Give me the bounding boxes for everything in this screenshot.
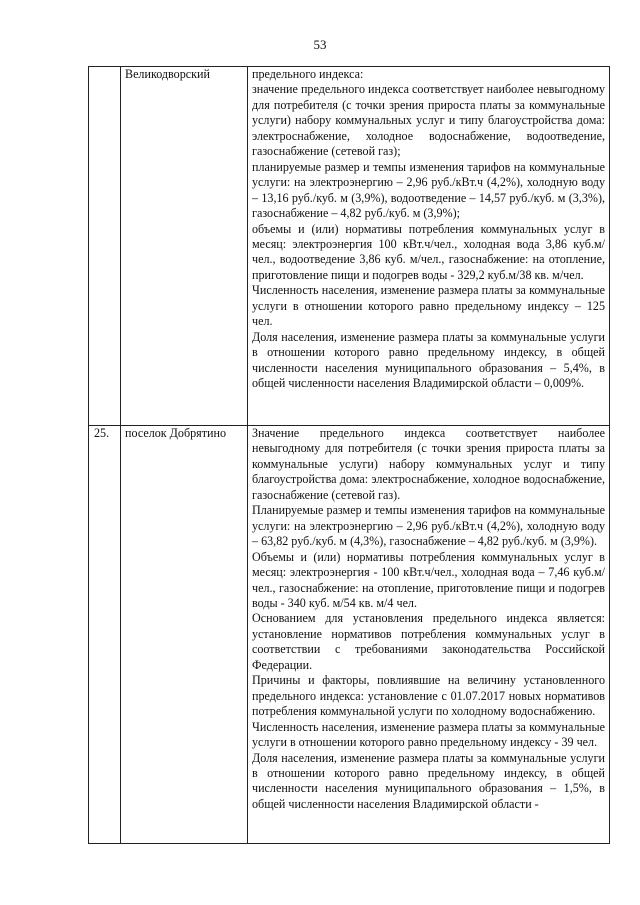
table-row bbox=[89, 67, 610, 426]
page-number: 53 bbox=[313, 37, 327, 52]
paragraph: планируемые размер и темпы изменения тарифов на коммунальные услуги: на электроэнергию – 2,96 руб./кВт.ч (4,2%), холодную воду – 13,16 руб./куб. м (3,9%), водоотведение – 14,57 руб./куб. м (3,3%), газоснабжение – 4,82 руб./куб. м (3,9%); bbox=[252, 159, 605, 221]
paragraph: Основанием для установления предельного индекса является: установление нормативов потребления коммунальных услуг в соответствии с требованиями законодательства Российской Федерации. bbox=[252, 611, 605, 672]
municipality-name: Великодворский bbox=[121, 67, 248, 426]
paragraph: Численность населения, изменение размера платы за коммунальные услуги в отношении которого равно предельному индексу – 125 чел. bbox=[252, 283, 605, 329]
paragraph: Значение предельного индекса соответствует наиболее невыгодному для потребителя (с точки зрения прироста платы за коммунальные услуги) набору коммунальных услуг и типу благоустройства дома: электроснабжение, холодное водоснабжение, газоснабжение (сетевой газ). bbox=[252, 426, 605, 502]
row-description bbox=[248, 426, 610, 844]
row-number: 25. bbox=[89, 426, 121, 844]
paragraph: Планируемые размер и темпы изменения тарифов на коммунальные услуги: на электроэнергию – 2,96 руб./кВт.ч (4,2%), холодную воду – 63,82 руб./куб. м (4,3%), газоснабжение – 4,82 руб./куб. м (3,9%). bbox=[252, 503, 605, 549]
paragraph: объемы и (или) нормативы потребления коммунальных услуг в месяц: электроэнергия 100 кВт.ч/чел., холодная вода 3,86 куб.м/чел., водоотведение 3,86 куб. м/чел., газоснабжение: на отопление, приготовление пищи и подогрев воды - 329,2 куб.м/38 кв. м/чел. bbox=[252, 221, 605, 282]
paragraph: значение предельного индекса соответствует наиболее невыгодному для потребителя (с точки зрения прироста платы за коммунальные услуги) набору коммунальных услуг и типу благоустройства дома: электроснабжение, холодное водоснабжение, водоотведение, газоснабжение (сетевой газ); bbox=[252, 82, 605, 159]
paragraph: Доля населения, изменение размера платы за коммунальные услуги в отношении которого равно предельному индексу, в общей численности населения муниципального образования – 1,5%, в общей численности населения Владимирской области - bbox=[252, 750, 605, 811]
table-row bbox=[89, 426, 610, 844]
paragraph: Объемы и (или) нормативы потребления коммунальных услуг в месяц: электроэнергия - 100 кВт.ч/чел., холодная вода – 7,46 куб.м/чел., газоснабжение: на отопление, приготовление пищи и подогрев воды - 340 куб. м/54 кв. м/4 чел. bbox=[252, 549, 605, 610]
paragraph: Доля населения, изменение размера платы за коммунальные услуги в отношении которого равно предельному индексу, в общей численности населения муниципального образования – 5,4%, в общей численности населения Владимирской области – 0,009%. bbox=[252, 329, 605, 391]
row-description bbox=[248, 67, 610, 426]
paragraph: предельного индекса: bbox=[252, 67, 364, 81]
paragraph: Причины и факторы, повлиявшие на величину установленного предельного индекса: установление с 01.07.2017 новых нормативов потребления коммунальной услуги по холодному водоснабжению. bbox=[252, 673, 605, 719]
row-number bbox=[89, 67, 121, 426]
paragraph: Численность населения, изменение размера платы за коммунальные услуги в отношении которого равно предельному индексу - 39 чел. bbox=[252, 719, 605, 750]
document-table bbox=[88, 66, 610, 844]
municipality-name: поселок Добрятино bbox=[121, 426, 248, 844]
